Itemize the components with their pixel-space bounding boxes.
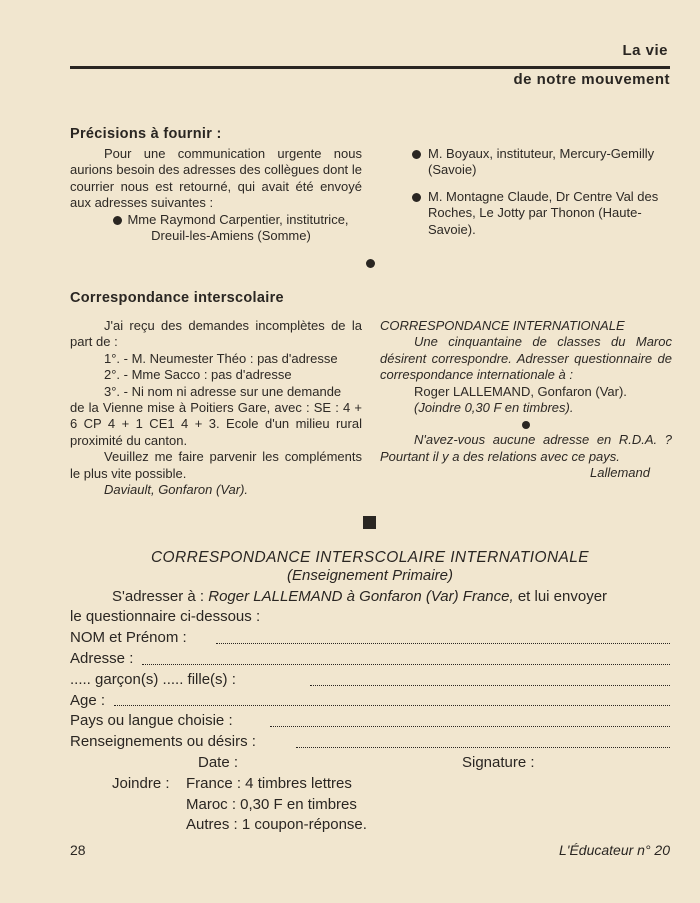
precisions-right-item: M. Boyaux, instituteur, Mercury-Gemilly (Savoie) xyxy=(410,146,672,179)
bullet-icon xyxy=(412,150,421,159)
precisions-left-item: Mme Raymond Carpentier, institutrice, Dreuil-les-Amiens (Somme) xyxy=(70,212,362,245)
separator-square-icon xyxy=(363,516,376,529)
precisions-title: Précisions à fournir : xyxy=(70,126,222,142)
precisions-right-item: M. Montagne Claude, Dr Centre Val des Roches, Le Jotty par Thonon (Haute-Savoie). xyxy=(410,189,672,238)
form-field-garcons-filles[interactable]: ..... garçon(s) ..... fille(s) : xyxy=(70,670,670,691)
section-header-top: La vie xyxy=(622,42,668,59)
field-fill-line xyxy=(142,664,670,665)
form-joindre-label: Joindre : xyxy=(112,774,170,792)
internationale-column xyxy=(380,318,672,482)
field-fill-line xyxy=(310,685,670,686)
field-fill-line xyxy=(114,705,670,706)
form-joindre-item: France : 4 timbres lettres xyxy=(186,774,352,792)
page-number: 28 xyxy=(70,842,86,858)
bullet-icon xyxy=(113,216,122,225)
form-field-nom[interactable]: NOM et Prénom : xyxy=(70,628,670,649)
internationale-note: (Joindre 0,30 F en timbres). xyxy=(414,400,574,416)
form-date-signature-row xyxy=(70,753,670,774)
form-instruction-line2: le questionnaire ci-dessous : xyxy=(70,608,261,626)
field-fill-line xyxy=(296,747,670,748)
form-title: CORRESPONDANCE INTERSCOLAIRE INTERNATIONALE xyxy=(150,549,590,566)
interscolaire-intro: J'ai reçu des demandes incomplètes de la part de : xyxy=(70,318,362,350)
interscolaire-column xyxy=(70,318,362,498)
interscolaire-item: 1°. - M. Neumester Théo : pas d'adresse xyxy=(104,350,338,366)
precisions-right-column xyxy=(410,146,672,238)
field-fill-line xyxy=(270,726,670,727)
precisions-left-column xyxy=(70,146,362,244)
header-rule xyxy=(70,66,670,69)
form-joindre-row xyxy=(70,774,670,795)
form-subtitle: (Enseignement Primaire) xyxy=(287,566,453,584)
form-field-renseignements[interactable]: Renseignements ou désirs : xyxy=(70,732,670,753)
form-field-pays[interactable]: Pays ou langue choisie : xyxy=(70,711,670,732)
form-date-label: Date : xyxy=(198,753,239,771)
interscolaire-request: Veuillez me faire parvenir les compléments le plus vite possible. xyxy=(70,449,362,481)
separator-dot-icon xyxy=(522,421,530,429)
section-header-bottom: de notre mouvement xyxy=(513,71,670,88)
form-signature-label: Signature : xyxy=(462,753,535,771)
internationale-title: CORRESPONDANCE INTERNATIONALE xyxy=(380,318,625,333)
interscolaire-signature: Daviault, Gonfaron (Var). xyxy=(104,482,249,498)
internationale-rda: N'avez-vous aucune adresse en R.D.A. ? Pourtant il y a des relations avec ce pays. xyxy=(380,432,672,464)
form-joindre-item: Maroc : 0,30 F en timbres xyxy=(186,795,357,813)
internationale-signature: Lallemand xyxy=(590,465,650,481)
form-instruction: S'adresser à : Roger LALLEMAND à Gonfaron (Var) France, et lui envoyer xyxy=(112,587,608,605)
precisions-intro: Pour une communication urgente nous aurions besoin des adresses des collègues dont le courrier nous est retourné, qui avait été envoyé aux adresses suivantes : xyxy=(70,146,362,211)
internationale-address: Roger LALLEMAND, Gonfaron (Var). xyxy=(414,383,627,399)
field-fill-line xyxy=(216,643,670,644)
interscolaire-item: 2°. - Mme Sacco : pas d'adresse xyxy=(104,367,292,383)
internationale-text: Une cinquantaine de classes du Maroc désirent correspondre. Adresser questionnaire de correspondance internationale à : xyxy=(380,334,672,383)
interscolaire-continuation: de la Vienne mise à Poitiers Gare, avec : SE : 4 + 6 CP 4 + 1 CE1 4 + 3. Ecole d'un milieu rural proximité du canton. xyxy=(70,400,362,448)
questionnaire-form xyxy=(70,548,670,836)
form-field-age[interactable]: Age : xyxy=(70,691,670,712)
separator-dot-icon xyxy=(366,259,375,268)
interscolaire-title: Correspondance interscolaire xyxy=(70,290,284,306)
form-joindre-item: Autres : 1 coupon-réponse. xyxy=(186,816,367,834)
bullet-icon xyxy=(412,193,421,202)
magazine-issue: L'Éducateur n° 20 xyxy=(558,842,670,858)
form-field-adresse[interactable]: Adresse : xyxy=(70,649,670,670)
interscolaire-item: 3°. - Ni nom ni adresse sur une demande xyxy=(104,383,342,399)
